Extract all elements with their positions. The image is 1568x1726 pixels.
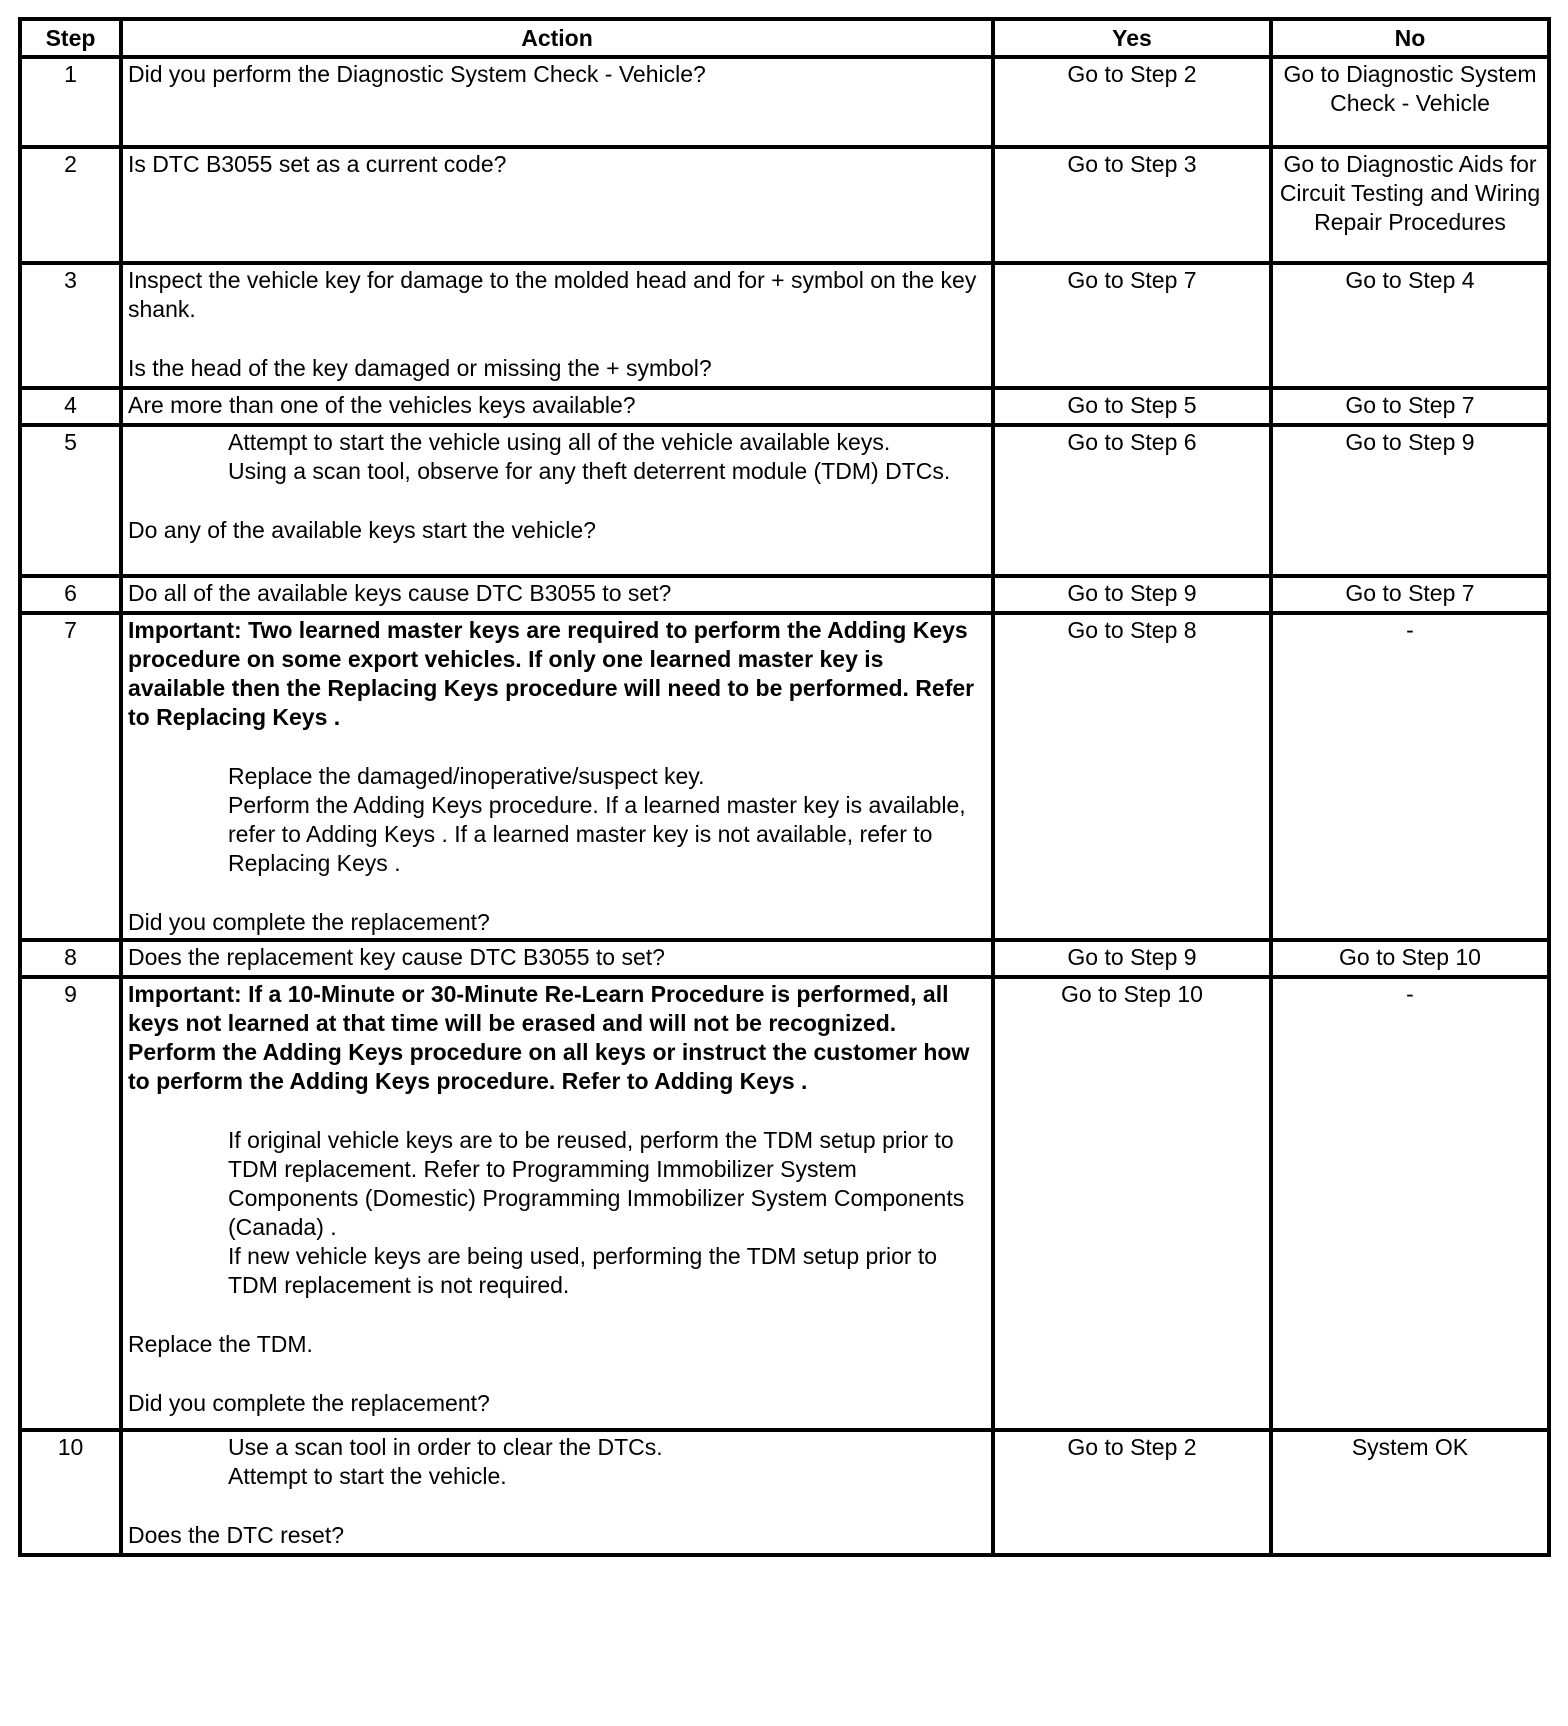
action-cell (121, 1430, 993, 1555)
action-question: Are more than one of the vehicles keys available? (128, 392, 636, 418)
important-note: Important: Two learned master keys are required to perform the Adding Keys procedure on some export vehicles. If only one learned master key is available then the Replacing Keys procedure will need to be performed. Refer to Replacing Keys . (128, 617, 975, 730)
header-action: Action (121, 19, 993, 57)
header-no: No (1271, 19, 1549, 57)
action-cell (121, 977, 993, 1430)
yes-cell: Go to Step 3 (993, 147, 1271, 263)
table-row (20, 977, 1549, 1430)
table-row (20, 57, 1549, 147)
yes-cell: Go to Step 9 (993, 940, 1271, 977)
step-number: 10 (20, 1430, 121, 1555)
no-cell: Go to Step 4 (1271, 263, 1549, 388)
yes-cell: Go to Step 2 (993, 1430, 1271, 1555)
header-yes: Yes (993, 19, 1271, 57)
list-item: Attempt to start the vehicle using all of the vehicle available keys. (228, 429, 891, 455)
step-number: 3 (20, 263, 121, 388)
no-cell: Go to Step 7 (1271, 388, 1549, 425)
yes-cell: Go to Step 10 (993, 977, 1271, 1430)
action-cell (121, 576, 993, 613)
step-number: 5 (20, 425, 121, 576)
list-item: Use a scan tool in order to clear the DTCs. (228, 1434, 663, 1460)
action-list (128, 1433, 986, 1491)
action-question: Is DTC B3055 set as a current code? (128, 151, 507, 177)
step-number: 9 (20, 977, 121, 1430)
action-list (128, 762, 986, 878)
table-row (20, 388, 1549, 425)
no-cell: Go to Diagnostic Aids for Circuit Testing and Wiring Repair Procedures (1271, 147, 1549, 263)
table-row (20, 147, 1549, 263)
yes-cell: Go to Step 9 (993, 576, 1271, 613)
step-number: 4 (20, 388, 121, 425)
header-step: Step (20, 19, 121, 57)
action-question: Do all of the available keys cause DTC B3055 to set? (128, 580, 672, 606)
action-question: Did you complete the replacement? (128, 909, 490, 935)
list-item: Attempt to start the vehicle. (228, 1463, 507, 1489)
action-intro: Inspect the vehicle key for damage to the molded head and for + symbol on the key shank. (128, 267, 977, 322)
list-item: If new vehicle keys are being used, performing the TDM setup prior to TDM replacement is not required. (228, 1243, 938, 1298)
no-cell: Go to Step 9 (1271, 425, 1549, 576)
action-question: Does the replacement key cause DTC B3055 to set? (128, 944, 665, 970)
action-cell (121, 388, 993, 425)
action-list (128, 428, 986, 486)
diagnostic-table (18, 17, 1551, 1557)
step-number: 7 (20, 613, 121, 940)
list-item: Replace the damaged/inoperative/suspect key. (228, 763, 705, 789)
list-item: If original vehicle keys are to be reused, perform the TDM setup prior to TDM replacement. Refer to Programming Immobilizer System Components (Domestic) Programming Immobilizer System Components (Canada) . (228, 1127, 965, 1240)
action-cell (121, 263, 993, 388)
yes-cell: Go to Step 2 (993, 57, 1271, 147)
list-item: Using a scan tool, observe for any theft deterrent module (TDM) DTCs. (228, 458, 951, 484)
action-cell (121, 613, 993, 940)
action-question: Did you perform the Diagnostic System Check - Vehicle? (128, 61, 706, 87)
table-row (20, 425, 1549, 576)
yes-cell: Go to Step 7 (993, 263, 1271, 388)
step-number: 6 (20, 576, 121, 613)
no-cell: System OK (1271, 1430, 1549, 1555)
yes-cell: Go to Step 5 (993, 388, 1271, 425)
action-list (128, 1126, 986, 1300)
header-row (20, 19, 1549, 57)
action-question: Did you complete the replacement? (128, 1390, 490, 1416)
action-question: Do any of the available keys start the vehicle? (128, 517, 596, 543)
no-cell: Go to Step 7 (1271, 576, 1549, 613)
action-question: Is the head of the key damaged or missing the + symbol? (128, 355, 712, 381)
step-number: 2 (20, 147, 121, 263)
yes-cell: Go to Step 6 (993, 425, 1271, 576)
table-row (20, 940, 1549, 977)
action-instruction: Replace the TDM. (128, 1331, 313, 1357)
table-row (20, 263, 1549, 388)
action-question: Does the DTC reset? (128, 1522, 345, 1548)
important-note: Important: If a 10-Minute or 30-Minute Re-Learn Procedure is performed, all keys not learned at that time will be erased and will not be recognized. Perform the Adding Keys procedure on all keys or instruct the customer how to perform the Adding Keys procedure. Refer to Adding Keys . (128, 981, 970, 1094)
action-cell (121, 940, 993, 977)
table-row (20, 576, 1549, 613)
yes-cell: Go to Step 8 (993, 613, 1271, 940)
list-item: Perform the Adding Keys procedure. If a learned master key is available, refer to Adding Keys . If a learned master key is not available, refer to Replacing Keys . (228, 792, 966, 876)
no-cell: - (1271, 613, 1549, 940)
action-cell (121, 425, 993, 576)
table-row (20, 613, 1549, 940)
action-cell (121, 57, 993, 147)
step-number: 8 (20, 940, 121, 977)
step-number: 1 (20, 57, 121, 147)
table-row (20, 1430, 1549, 1555)
no-cell: - (1271, 977, 1549, 1430)
no-cell: Go to Diagnostic System Check - Vehicle (1271, 57, 1549, 147)
no-cell: Go to Step 10 (1271, 940, 1549, 977)
action-cell (121, 147, 993, 263)
